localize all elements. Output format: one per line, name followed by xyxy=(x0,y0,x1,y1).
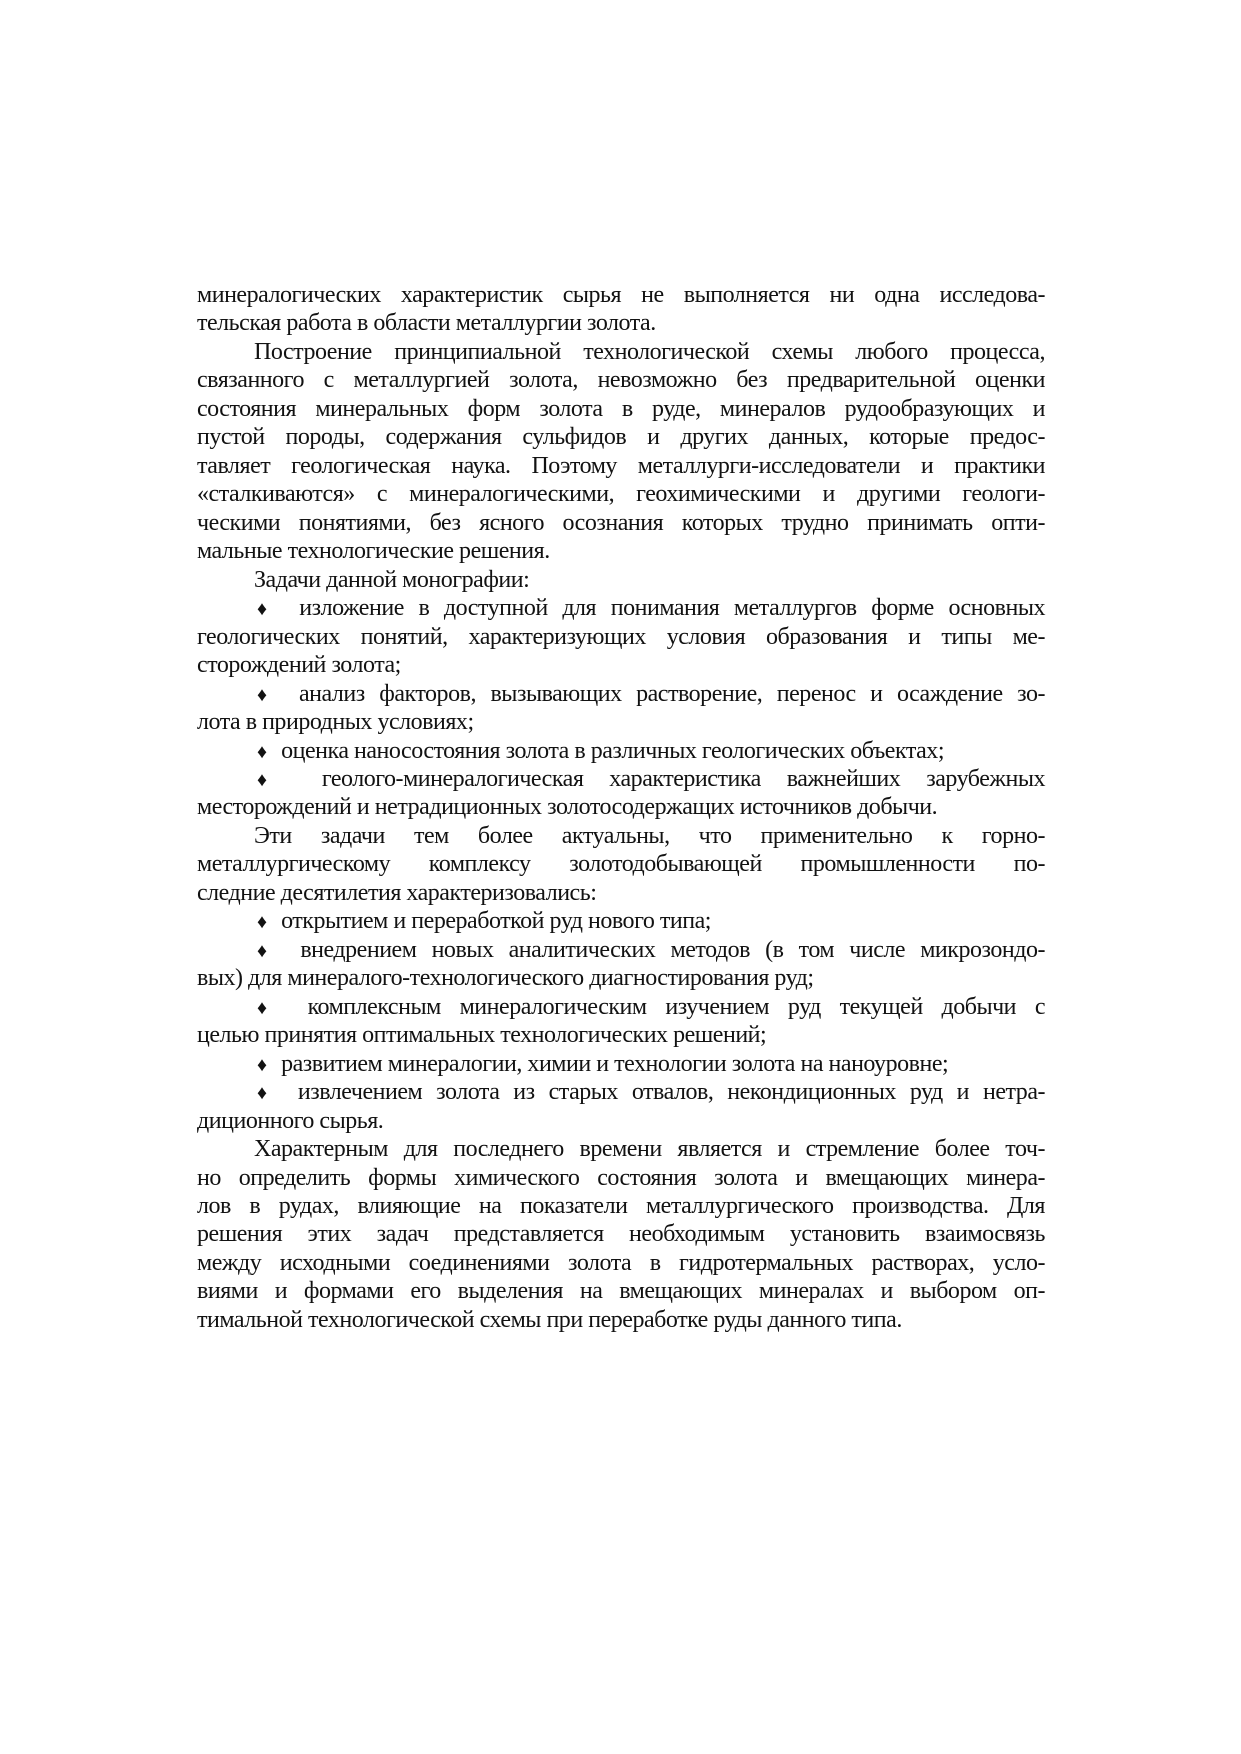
text-line: сторождений золота; xyxy=(197,652,401,679)
bullet-diamond-icon: ♦ xyxy=(257,911,267,934)
text-line: Построение принципиальной технологической схемы любого процесса, xyxy=(254,338,1045,365)
text-line: ческими понятиями, без ясного осознания которых трудно принимать опти- xyxy=(197,509,1045,536)
bullet-diamond-icon: ♦ xyxy=(257,598,276,621)
text-line: ♦ внедрением новых аналитических методов (в том числе микрозондо- xyxy=(257,936,1045,963)
text-line: Характерным для последнего времени является и стремление более точ- xyxy=(254,1136,1045,1163)
text-line: между исходными соединениями золота в гидротермальных растворах, усло- xyxy=(197,1249,1045,1276)
text-line: тельская работа в области металлургии золота. xyxy=(197,310,656,337)
bullet-diamond-icon: ♦ xyxy=(257,939,277,962)
text-line: ♦ анализ факторов, вызывающих растворение, перенос и осаждение зо- xyxy=(257,680,1045,707)
text-line: ♦ комплексным минералогическим изучением руд текущей добычи с xyxy=(257,993,1045,1020)
text-line: лов в рудах, влияющие на показатели металлургического производства. Для xyxy=(197,1193,1045,1219)
bullet-diamond-icon: ♦ xyxy=(257,768,287,791)
text-line: ♦ развитием минералогии, химии и технологии золота на наноуровне; xyxy=(257,1050,949,1077)
text-line: тимальной технологической схемы при переработке руды данного типа. xyxy=(197,1306,902,1333)
text-line: виями и формами его выделения на вмещающих минералах и выбором оп- xyxy=(197,1278,1045,1305)
text-line: лота в природных условиях; xyxy=(197,709,474,736)
text-line: решения этих задач представляется необходимым установить взаимосвязь xyxy=(197,1221,1045,1248)
text-line: Задачи данной монографии: xyxy=(254,566,530,593)
text-line: месторождений и нетрадиционных золотосодержащих источников добычи. xyxy=(197,794,938,821)
bullet-diamond-icon: ♦ xyxy=(257,683,276,706)
text-line: ♦ оценка наносостояния золота в различных геологических объектах; xyxy=(257,737,945,764)
text-line: Эти задачи тем более актуальны, что применительно к горно- xyxy=(254,822,1045,849)
bullet-diamond-icon: ♦ xyxy=(257,1053,267,1076)
text-line: но определить формы химического состояния золота и вмещающих минера- xyxy=(197,1164,1045,1191)
text-line: ♦ извлечением золота из старых отвалов, некондиционных руд и нетра- xyxy=(257,1079,1046,1106)
text-line: тавляет геологическая наука. Поэтому металлурги-исследователи и практики xyxy=(197,452,1045,479)
text-line: «сталкиваются» с минералогическими, геохимическими и другими геологи- xyxy=(197,481,1045,508)
text-line: следние десятилетия характеризовались: xyxy=(197,879,597,906)
text-line: ♦ открытием и переработкой руд нового типа; xyxy=(257,908,711,935)
text-line: диционного сырья. xyxy=(197,1107,384,1134)
text-line: связанного с металлургией золота, невозможно без предварительной оценки xyxy=(197,367,1045,394)
text-line: металлургическому комплексу золотодобывающей промышленности по- xyxy=(197,851,1045,878)
text-line: минералогических характеристик сырья не выполняется ни одна исследова- xyxy=(197,282,1045,308)
bullet-diamond-icon: ♦ xyxy=(257,1082,275,1105)
text-line: пустой породы, содержания сульфидов и других данных, которые предос- xyxy=(197,424,1045,451)
text-line: вых) для минералого-технологического диагностирования руд; xyxy=(197,965,814,992)
bullet-diamond-icon: ♦ xyxy=(257,996,280,1019)
text-line: целью принятия оптимальных технологических решений; xyxy=(197,1022,767,1049)
text-line: геологических понятий, характеризующих условия образования и типы ме- xyxy=(197,623,1045,650)
text-line: ♦ геолого-минералогическая характеристика важнейших зарубежных xyxy=(257,765,1046,792)
bullet-diamond-icon: ♦ xyxy=(257,740,267,763)
text-line: мальные технологические решения. xyxy=(197,538,550,565)
text-line: ♦ изложение в доступной для понимания металлургов форме основных xyxy=(257,595,1045,622)
page-text-block xyxy=(197,281,1045,1334)
text-line: состояния минеральных форм золота в руде, минералов рудообразующих и xyxy=(197,395,1045,422)
